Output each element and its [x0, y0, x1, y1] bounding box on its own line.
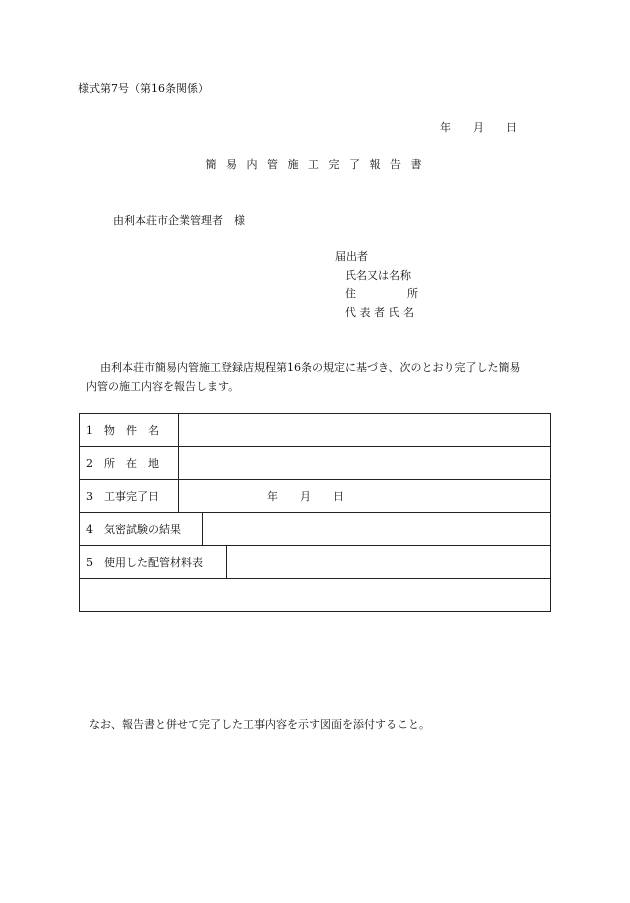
table-row — [80, 447, 551, 480]
body-text — [86, 359, 566, 396]
item-label-airtight-test: 4 気密試験の結果 — [80, 513, 203, 545]
table-row — [80, 513, 551, 546]
submission-date-line: 年 月 日 — [440, 121, 517, 134]
applicant-block — [335, 248, 418, 322]
applicant-address-label-b: 所 — [407, 287, 418, 300]
footnote: なお、報告書と併せて完了した工事内容を示す図面を添付すること。 — [89, 718, 430, 731]
applicant-address-label-a: 住 — [345, 287, 356, 300]
applicant-address-label — [335, 285, 418, 304]
applicant-header: 届出者 — [335, 250, 368, 263]
form-number: 様式第7号（第16条関係） — [78, 82, 209, 95]
item-label-materials-list: 5 使用した配管材料表 — [80, 546, 227, 578]
item-label-completion-date: 3 工事完了日 — [80, 480, 179, 512]
table-row — [80, 579, 551, 612]
report-items-table — [79, 413, 551, 612]
item-label-location: 2 所 在 地 — [80, 447, 179, 479]
body-line-1: 由利本荘市簡易内管施工登録店規程第16条の規定に基づき、次のとおり完了した簡易 — [100, 361, 521, 374]
materials-list-area[interactable] — [80, 579, 551, 612]
addressee: 由利本荘市企業管理者 様 — [113, 214, 245, 227]
applicant-representative-label: 代 表 者 氏 名 — [345, 305, 414, 319]
item-value-property-name[interactable] — [179, 414, 550, 446]
table-row — [80, 414, 551, 447]
body-line-2: 内管の施工内容を報告します。 — [86, 379, 240, 393]
applicant-name-label: 氏名又は名称 — [345, 268, 411, 282]
item-value-airtight-test[interactable] — [203, 513, 550, 545]
item-value-materials-list[interactable] — [227, 546, 550, 578]
item-value-location[interactable] — [179, 447, 550, 479]
table-row — [80, 546, 551, 579]
table-row — [80, 480, 551, 513]
item-label-property-name: 1 物 件 名 — [80, 414, 179, 446]
item-value-completion-date[interactable]: 年 月 日 — [267, 490, 344, 503]
document-title: 簡 易 内 管 施 工 完 了 報 告 書 — [205, 158, 425, 171]
